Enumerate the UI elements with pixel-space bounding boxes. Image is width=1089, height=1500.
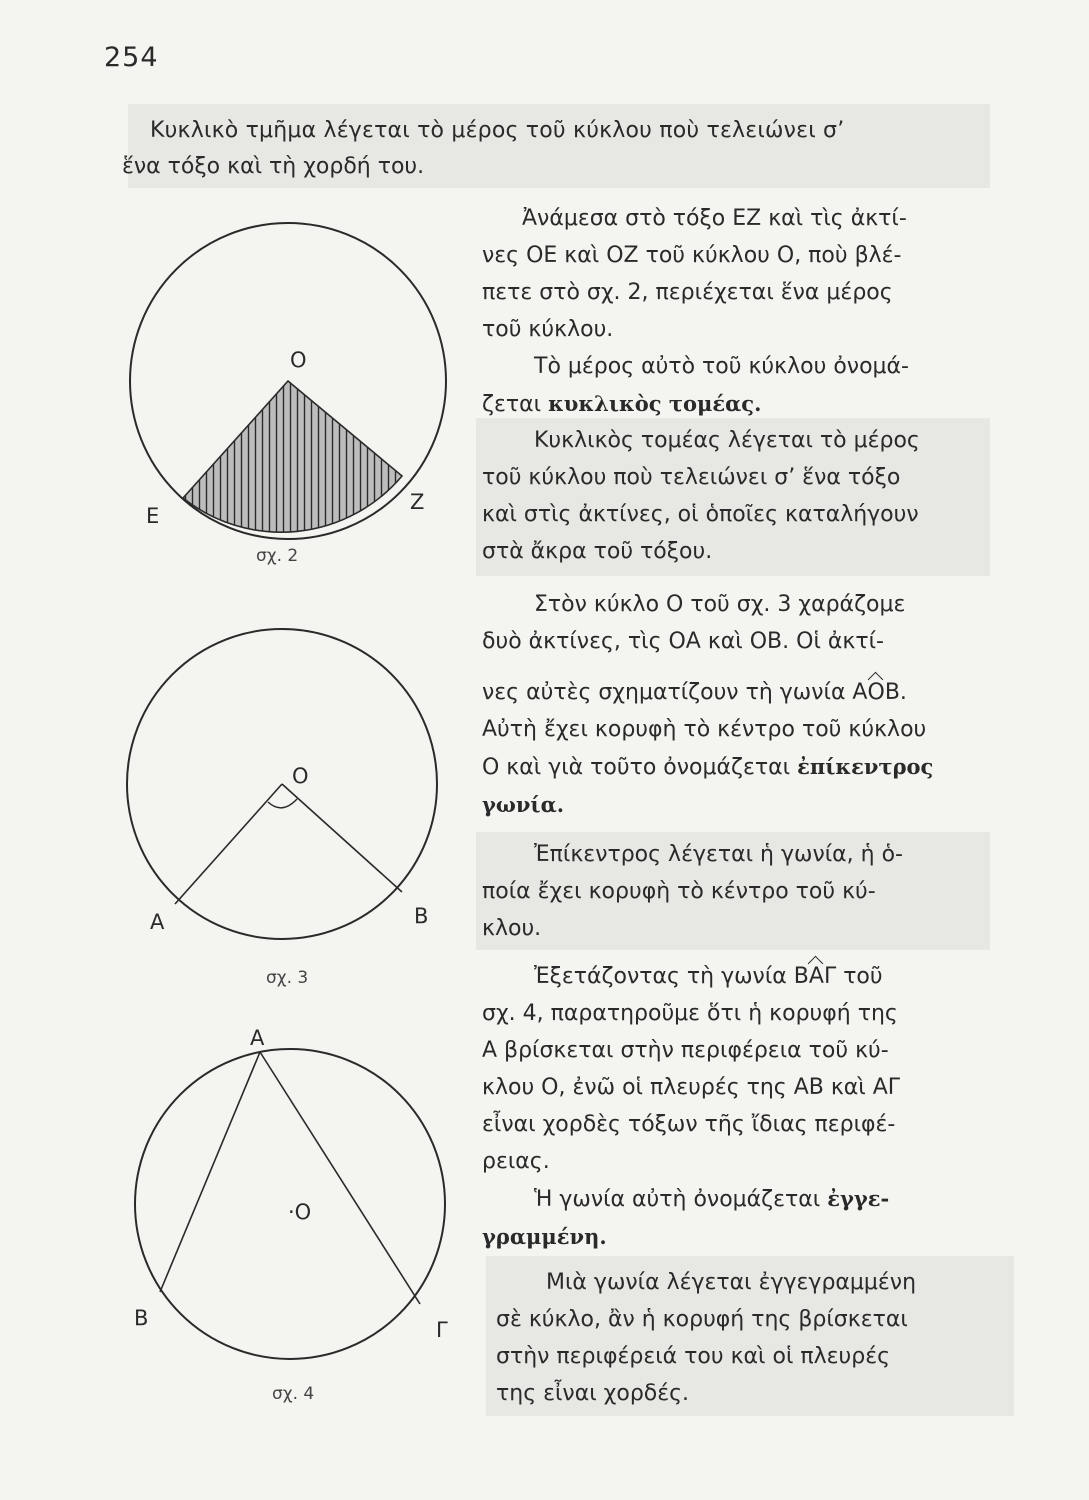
text-line: Κυκλικὸς τομέας λέγεται τὸ μέρος: [534, 428, 920, 453]
figure-2: [130, 223, 446, 539]
text-span: ζεται: [482, 392, 542, 417]
fig2-caption: σχ. 2: [256, 546, 299, 566]
text-line: ρειας.: [482, 1149, 550, 1174]
text-line: Στὸν κύκλο Ο τοῦ σχ. 3 χαράζομε: [534, 592, 906, 617]
text-span: Γ τοῦ: [823, 964, 883, 989]
text-line: κλου Ο, ἐνῶ οἱ πλευρές της ΑΒ καὶ ΑΓ: [482, 1075, 901, 1100]
text-line: σὲ κύκλο, ἂν ἡ κορυφή της βρίσκεται: [496, 1307, 908, 1332]
text-line: ποία ἔχει κορυφὴ τὸ κέντρο τοῦ κύ-: [482, 879, 876, 904]
term-angle: γωνία.: [482, 792, 565, 817]
fig2-point-z: Ζ: [410, 490, 425, 514]
text-line: κλου.: [482, 916, 542, 941]
fig4-caption: σχ. 4: [272, 1384, 315, 1404]
text-line: δυὸ ἀκτίνες, τὶς ΟΑ καὶ ΟΒ. Οἱ ἀκτί-: [482, 629, 884, 654]
term-inscribed: ἐγγε-: [827, 1186, 890, 1211]
text-line: στὰ ἄκρα τοῦ τόξου.: [482, 539, 713, 564]
text-line: τοῦ κύκλου ποὺ τελειώνει σ’ ἕνα τόξο: [482, 465, 901, 490]
fig4-point-b: Β: [134, 1306, 149, 1330]
term-inscribed-cont: γραμμένη.: [482, 1224, 607, 1249]
text-line: Ἐπίκεντρος λέγεται ἡ γωνία, ἡ ὁ-: [534, 842, 903, 867]
fig4-center-label: ·Ο: [288, 1200, 312, 1224]
text-span: νες αὐτὲς σχηματίζουν τὴ γωνία Α: [482, 680, 868, 705]
sector-shape: [183, 381, 402, 532]
text-span: Ἐξετάζοντας τὴ γωνία Β: [534, 964, 809, 989]
text-line: Ἀνάμεσα στὸ τόξο ΕΖ καὶ τὶς ἀκτί-: [522, 206, 907, 231]
text-span: Ο καὶ γιὰ τοῦτο ὀνομάζεται: [482, 755, 791, 780]
text-span: Ἡ γωνία αὐτὴ ὀνομάζεται: [534, 1187, 821, 1212]
text-line: στὴν περιφέρειά του καὶ οἱ πλευρές: [496, 1344, 891, 1369]
term-central: ἐπίκεντρος: [797, 754, 934, 779]
angle-arc: [268, 799, 297, 808]
radius-ob: [282, 784, 402, 892]
text-line: καὶ στὶς ἀκτίνες, οἱ ὁποῖες καταλήγουν: [482, 502, 919, 527]
text-line: σχ. 4, παρατηροῦμε ὅτι ἡ κορυφή της: [482, 1001, 898, 1026]
text-line: εἶναι χορδὲς τόξων τῆς ἴδιας περιφέ-: [482, 1112, 896, 1137]
text-line: τοῦ κύκλου.: [482, 317, 614, 342]
page-number: 254: [104, 42, 159, 73]
text-line: της εἶναι χορδές.: [496, 1381, 690, 1406]
chord-ab: [160, 1052, 260, 1292]
text-span: Β.: [884, 680, 907, 705]
text-line: Τὸ μέρος αὐτὸ τοῦ κύκλου ὀνομά-: [534, 354, 909, 379]
term-sector: κυκλικὸς τομέας.: [548, 391, 762, 416]
fig2-center-label: Ο: [290, 348, 307, 372]
text-line: νες ΟΕ καὶ ΟΖ τοῦ κύκλου Ο, ποὺ βλέ-: [482, 243, 902, 268]
text-line: πετε στὸ σχ. 2, περιέχεται ἕνα μέρος: [482, 280, 893, 305]
angle-vertex-a: Α: [808, 964, 824, 989]
text-line: Μιὰ γωνία λέγεται ἐγγεγραμμένη: [546, 1270, 917, 1295]
fig4-point-g: Γ: [436, 1318, 448, 1342]
segment-definition-line: ἕνα τόξο καὶ τὴ χορδή του.: [122, 154, 425, 179]
radius-oa: [175, 784, 282, 904]
angle-vertex-o: Ο: [867, 680, 885, 705]
fig2-point-e: Ε: [146, 504, 160, 528]
fig3-caption: σχ. 3: [266, 968, 309, 988]
fig3-center-label: Ο: [292, 764, 309, 788]
fig4-point-a: Α: [250, 1026, 265, 1050]
text-line: Α βρίσκεται στὴν περιφέρεια τοῦ κύ-: [482, 1038, 889, 1063]
fig3-point-b: Β: [414, 904, 429, 928]
fig3-point-a: Α: [150, 910, 165, 934]
segment-definition-line: Κυκλικὸ τμῆμα λέγεται τὸ μέρος τοῦ κύκλου ποὺ τελειώνει σ’: [150, 118, 845, 143]
figure-3: [127, 629, 437, 939]
text-line: Αὐτὴ ἔχει κορυφὴ τὸ κέντρο τοῦ κύκλου: [482, 717, 927, 742]
